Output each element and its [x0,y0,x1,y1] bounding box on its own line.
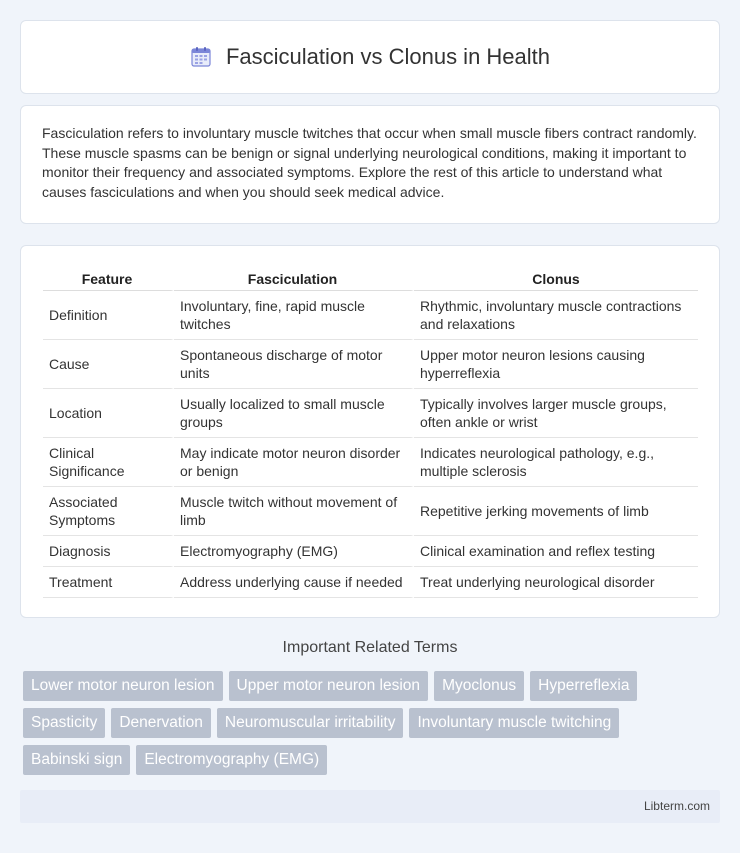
table-cell: Muscle twitch without movement of limb [174,487,414,536]
related-term-tag[interactable]: Lower motor neuron lesion [23,671,223,701]
table-cell: May indicate motor neuron disorder or benign [174,438,414,487]
table-cell: Electromyography (EMG) [174,536,414,567]
comparison-table [43,268,698,598]
related-term-tag[interactable]: Denervation [111,708,211,738]
table-cell: Indicates neurological pathology, e.g., multiple sclerosis [414,438,698,487]
related-term-tag[interactable]: Myoclonus [434,671,524,701]
intro-text: Fasciculation refers to involuntary muscle twitches that occur when small muscle fibers contract randomly. These muscle spasms can be benign or signal underlying neurological conditions, making it important to monitor their frequency and associated symptoms. Explore the rest of this article to understand what causes fasciculations and when you should seek medical advice. [42,125,697,200]
related-term-tag[interactable]: Involuntary muscle twitching [409,708,619,738]
table-row [43,438,698,487]
table-cell: Cause [43,340,174,389]
related-terms-list [23,671,703,782]
table-cell: Usually localized to small muscle groups [174,389,414,438]
table-cell: Diagnosis [43,536,174,567]
table-cell: Repetitive jerking movements of limb [414,487,698,536]
table-cell: Address underlying cause if needed [174,567,414,598]
title-card [20,20,720,94]
table-cell: Location [43,389,174,438]
header-fasciculation: Fasciculation [174,268,414,291]
table-cell: Rhythmic, involuntary muscle contractions and relaxations [414,291,698,340]
table-cell: Spontaneous discharge of motor units [174,340,414,389]
related-terms-title: Important Related Terms [282,639,458,656]
related-term-tag[interactable]: Hyperreflexia [530,671,637,701]
comparison-table-card [20,245,720,618]
table-row [43,340,698,389]
related-term-tag[interactable]: Neuromuscular irritability [217,708,404,738]
page-title: Fasciculation vs Clonus in Health [225,44,551,69]
related-term-tag[interactable]: Babinski sign [23,745,130,775]
table-cell: Treatment [43,567,174,598]
table-row [43,487,698,536]
intro-card [20,105,720,224]
related-term-tag[interactable]: Spasticity [23,708,105,738]
table-cell: Typically involves larger muscle groups, often ankle or wrist [414,389,698,438]
related-term-tag[interactable]: Upper motor neuron lesion [229,671,429,701]
table-cell: Upper motor neuron lesions causing hyperreflexia [414,340,698,389]
table-row [43,389,698,438]
table-header-row [43,268,698,291]
table-cell: Associated Symptoms [43,487,174,536]
footer-site-link[interactable]: Libterm.com [643,799,710,813]
table-cell: Clinical examination and reflex testing [414,536,698,567]
calendar-icon [190,46,212,68]
header-clonus: Clonus [414,268,698,291]
table-cell: Clinical Significance [43,438,174,487]
table-row [43,567,698,598]
table-row [43,291,698,340]
related-term-tag[interactable]: Electromyography (EMG) [136,745,327,775]
footer [20,790,720,823]
header-feature: Feature [43,268,174,291]
table-row [43,536,698,567]
table-cell: Treat underlying neurological disorder [414,567,698,598]
table-cell: Definition [43,291,174,340]
table-cell: Involuntary, fine, rapid muscle twitches [174,291,414,340]
